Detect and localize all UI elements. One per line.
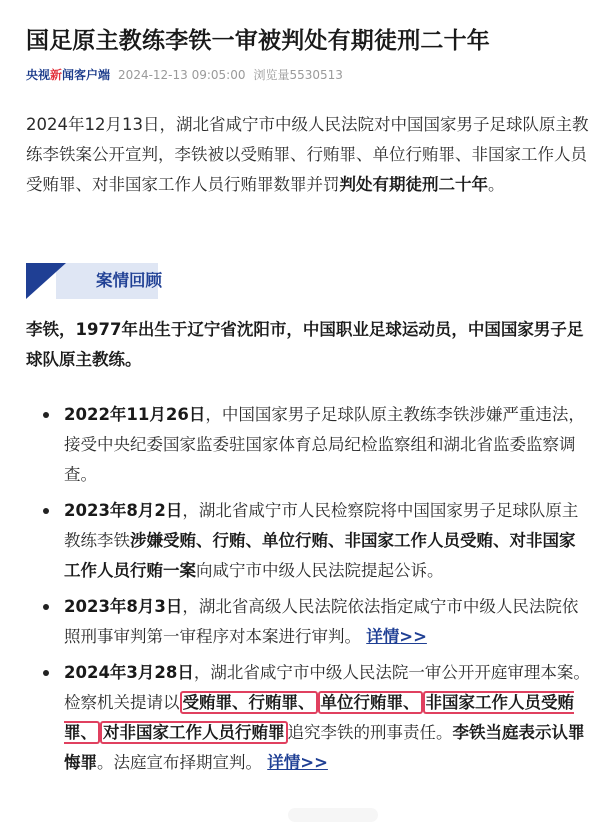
- section-heading-triangle-icon: [26, 263, 66, 299]
- event-text: ，中国国家男子足球队原主教练李铁涉嫌严重违法，接受中央纪委国家监委驻国家体育总局纪检监察组和湖北省监委监察调查。: [64, 405, 585, 484]
- event-item: [26, 658, 591, 778]
- lead-end: 。: [488, 175, 505, 194]
- event-date: 2022年11月26日: [64, 405, 206, 424]
- event-list: [26, 400, 591, 784]
- watermark-smudge: [288, 808, 378, 822]
- bullet-icon: [43, 508, 49, 514]
- event-date: 2023年8月3日: [64, 597, 183, 616]
- charge-highlight: 受贿罪、行贿罪、: [180, 691, 318, 714]
- intro-paragraph: 李铁，1977年出生于辽宁省沈阳市，中国职业足球运动员，中国国家男子足球队原主教练。: [26, 320, 584, 369]
- event-plea: 李铁当庭表示认罪悔罪: [64, 723, 585, 772]
- event-charges: 涉嫌受贿、行贿、单位行贿、非国家工作人员受贿、对非国家工作人员行贿一案: [64, 531, 576, 580]
- section-heading: [26, 263, 162, 299]
- view-count: 浏览量5530513: [253, 68, 343, 82]
- event-text: ，湖北省咸宁市中级人民法院一审公开开庭审理本案。检察机关提请以: [64, 663, 590, 712]
- lead-verdict: 判处有期徒刑二十年: [339, 175, 488, 194]
- lead-text: 2024年12月13日，湖北省咸宁市中级人民法院对中国国家男子足球队原主教练李铁案公开宣判，李铁被以受贿罪、行贿罪、单位行贿罪、非国家工作人员受贿罪、对非国家工作人员行贿罪数罪并罚: [26, 115, 589, 194]
- event-date: 2023年8月2日: [64, 501, 183, 520]
- details-link[interactable]: 详情>>: [366, 627, 427, 646]
- bullet-icon: [43, 670, 49, 676]
- publish-datetime: 2024-12-13 09:05:00: [118, 68, 246, 82]
- source-suffix: 闻客户端: [62, 68, 111, 82]
- event-text: ，湖北省高级人民法院依法指定咸宁市中级人民法院依照刑事审判第一审程序对本案进行审判。: [64, 597, 579, 646]
- event-text: 追究李铁的刑事责任。: [287, 723, 453, 742]
- source-mid: 新: [50, 68, 63, 82]
- charge-highlight: 对非国家工作人员行贿罪: [100, 721, 288, 744]
- details-link[interactable]: 详情>>: [267, 753, 328, 772]
- charge-highlight: 单位行贿罪、: [318, 691, 423, 714]
- source-name[interactable]: [26, 66, 110, 84]
- event-text: 。法庭宣布择期宣判。: [97, 753, 262, 772]
- bullet-icon: [43, 604, 49, 610]
- charge-highlight: 非国家工作人员受贿罪、: [64, 693, 574, 742]
- event-item: [26, 400, 591, 490]
- section-heading-label: 案情回顾: [56, 263, 158, 299]
- event-text: ，湖北省咸宁市人民检察院将中国国家男子足球队原主教练李铁: [64, 501, 579, 550]
- article-meta: [26, 66, 343, 84]
- event-item: [26, 592, 591, 652]
- article-title: 国足原主教练李铁一审被判处有期徒刑二十年: [26, 28, 490, 55]
- event-date: 2024年3月28日: [64, 663, 194, 682]
- event-item: [26, 496, 591, 586]
- source-prefix: 央视: [26, 68, 51, 82]
- lead-paragraph: [26, 110, 596, 200]
- event-text: 向咸宁市中级人民法院提起公诉。: [196, 561, 444, 580]
- bullet-icon: [43, 412, 49, 418]
